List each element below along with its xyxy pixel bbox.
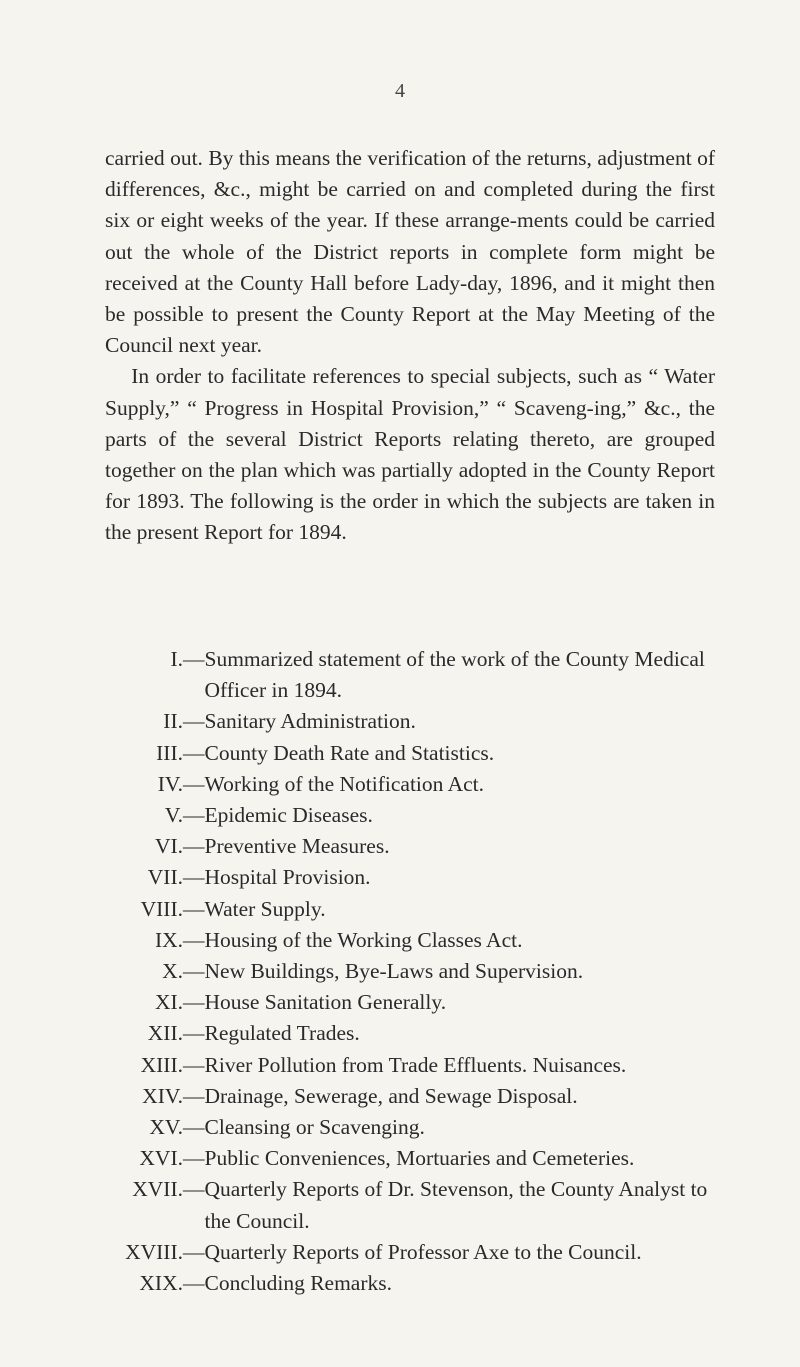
paragraph-2-text: In order to facilitate references to special subjects, such as “ Water Supply,” “ Progress in Hospital Provision,” “ Scaveng-ing,” &c., the parts of the several District Reports relating thereto, are grouped together on the plan which was partially adopted in the County Report for 1893. The following is the order in which the subjects are taken in the present Report for 1894.	[105, 364, 716, 545]
contents-item	[105, 894, 725, 925]
contents-item-number: IV.	[157, 771, 183, 796]
contents-item	[105, 831, 725, 862]
contents-item-text: Public Conveniences, Mortuaries and Cemeteries.	[204, 1146, 635, 1171]
contents-item-text: Regulated Trades.	[204, 1021, 360, 1046]
contents-item-dash: —	[183, 959, 205, 984]
contents-item	[105, 1081, 725, 1112]
contents-item-dash: —	[183, 1083, 205, 1108]
contents-item	[105, 987, 725, 1018]
contents-item-text: Water Supply.	[204, 896, 326, 921]
contents-item-number: XIII.	[140, 1052, 183, 1077]
contents-item-dash: —	[183, 803, 205, 828]
contents-item-number: III.	[156, 740, 183, 765]
contents-item-dash: —	[183, 896, 205, 921]
contents-item	[105, 644, 725, 706]
body-text	[105, 143, 715, 549]
contents-item	[105, 1050, 725, 1081]
contents-item-text: River Pollution from Trade Effluents. Nuisances.	[204, 1052, 627, 1077]
contents-item-text: Drainage, Sewerage, and Sewage Disposal.	[204, 1083, 578, 1108]
contents-item-dash: —	[183, 1115, 205, 1140]
contents-item-text: Hospital Provision.	[204, 865, 371, 890]
contents-item-number: I.	[170, 647, 183, 671]
contents-item	[105, 862, 725, 893]
contents-item-number: XIX.	[139, 1271, 183, 1296]
contents-item-number: V.	[164, 803, 183, 828]
contents-item-dash: —	[183, 1021, 205, 1046]
contents-item-text: Summarized statement of the work of the County Medical Officer in 1894.	[204, 647, 705, 703]
contents-item-dash: —	[183, 771, 205, 796]
contents-item-number: XVII.	[132, 1177, 183, 1202]
contents-item-dash: —	[183, 865, 205, 890]
contents-item	[105, 1018, 725, 1049]
contents-item-text: Concluding Remarks.	[204, 1271, 393, 1296]
contents-item-number: II.	[163, 709, 183, 734]
contents-item-dash: —	[183, 1271, 205, 1296]
contents-item-text: Housing of the Working Classes Act.	[204, 927, 523, 952]
contents-item	[105, 769, 725, 800]
contents-item-dash: —	[183, 1052, 205, 1077]
contents-item-number: X.	[162, 959, 183, 984]
contents-item-dash: —	[183, 927, 205, 952]
contents-item	[105, 1112, 725, 1143]
contents-item-dash: —	[183, 834, 205, 859]
contents-item-dash: —	[183, 709, 205, 734]
contents-item-text: Quarterly Reports of Dr. Stevenson, the County Analyst to the Council.	[204, 1177, 708, 1233]
contents-item-text: Preventive Measures.	[204, 834, 390, 859]
contents-item-text: Working of the Notification Act.	[204, 771, 484, 796]
contents-item-text: Cleansing or Scavenging.	[204, 1115, 425, 1140]
contents-item-number: XVIII.	[125, 1239, 183, 1264]
contents-item-text: Quarterly Reports of Professor Axe to the Council.	[204, 1239, 642, 1264]
contents-item-number: XIV.	[142, 1083, 183, 1108]
contents-item	[105, 1143, 725, 1174]
contents-item-dash: —	[183, 740, 205, 765]
contents-item-number: XV.	[149, 1115, 183, 1140]
paragraph-2	[105, 361, 715, 548]
contents-item-number: VIII.	[140, 896, 183, 921]
contents-item-number: XI.	[154, 990, 183, 1015]
contents-item-number: IX.	[154, 927, 183, 952]
contents-item-number: XVI.	[139, 1146, 183, 1171]
contents-list	[105, 644, 725, 1299]
page-number: 4	[395, 80, 405, 102]
contents-item	[105, 738, 725, 769]
contents-item-text: Sanitary Administration.	[204, 709, 416, 734]
contents-item-number: VII.	[147, 865, 183, 890]
contents-item	[105, 1268, 725, 1299]
contents-item-dash: —	[183, 1146, 205, 1171]
contents-item-dash: —	[183, 1239, 205, 1264]
contents-item-dash: —	[183, 990, 205, 1015]
contents-item	[105, 1174, 725, 1236]
contents-item	[105, 800, 725, 831]
contents-item	[105, 956, 725, 987]
contents-item-number: VI.	[154, 834, 183, 859]
contents-item	[105, 1237, 725, 1268]
contents-item-text: New Buildings, Bye-Laws and Supervision.	[204, 959, 584, 984]
contents-item-number: XII.	[147, 1021, 183, 1046]
contents-item-text: County Death Rate and Statistics.	[204, 740, 495, 765]
contents-item	[105, 706, 725, 737]
contents-item-dash: —	[183, 1177, 205, 1202]
paragraph-1: carried out. By this means the verification of the returns, adjustment of differences, &c., might be carried on and completed during the first six or eight weeks of the year. If these arrange-ments could be carried out the whole of the District reports in complete form might be received at the County Hall before Lady-day, 1896, and it might then be possible to present the County Report at the May Meeting of the Council next year.	[105, 146, 715, 358]
contents-item-text: Epidemic Diseases.	[204, 803, 373, 828]
contents-item	[105, 925, 725, 956]
contents-item-text: House Sanitation Generally.	[204, 990, 447, 1015]
contents-item-dash: —	[183, 647, 205, 671]
